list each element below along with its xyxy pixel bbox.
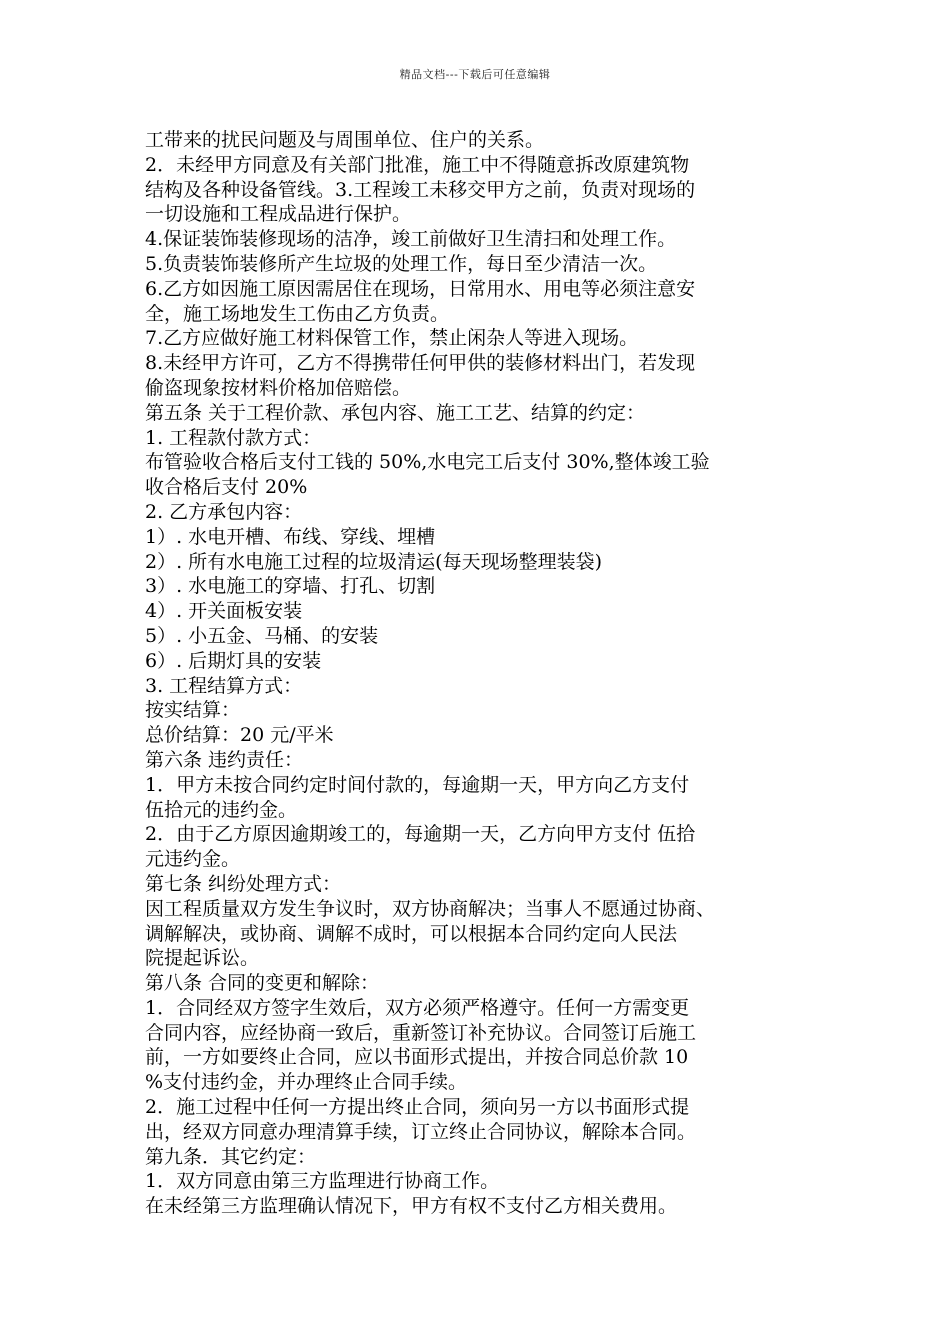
text-line: 出，经双方同意办理清算手续，订立终止合同协议，解除本合同。 xyxy=(145,1120,697,1143)
text-line: 收合格后支付 20% xyxy=(145,476,308,499)
text-line: 元违约金。 xyxy=(145,848,241,871)
text-line: 第九条．其它约定： xyxy=(145,1145,317,1168)
text-line: 6）. 后期灯具的安装 xyxy=(145,649,322,672)
text-line: 2）. 所有水电施工过程的垃圾清运(每天现场整理装袋) xyxy=(145,550,602,573)
text-line: 1）. 水电开槽、布线、穿线、埋槽 xyxy=(145,525,436,548)
text-line: 2．由于乙方原因逾期竣工的，每逾期一天，乙方向甲方支付 伍拾 xyxy=(145,823,696,846)
text-line: 1．合同经双方签字生效后，双方必须严格遵守。任何一方需变更 xyxy=(145,996,690,1019)
text-line: 在未经第三方监理确认情况下，甲方有权不支付乙方相关费用。 xyxy=(145,1195,678,1218)
text-line: 8.未经甲方许可，乙方不得携带任何甲供的装修材料出门，若发现 xyxy=(145,352,696,375)
text-line: 伍拾元的违约金。 xyxy=(145,798,298,821)
text-line: %支付违约金，并办理终止合同手续。 xyxy=(145,1071,468,1094)
text-line: 1. 工程款付款方式： xyxy=(145,426,322,449)
text-line: 结构及各种设备管线。3.工程竣工未移交甲方之前，负责对现场的 xyxy=(145,178,696,201)
text-line: 5）. 小五金、马桶、的安装 xyxy=(145,624,379,647)
text-line: 1．双方同意由第三方监理进行协商工作。 xyxy=(145,1170,500,1193)
text-line: 第六条 违约责任： xyxy=(145,748,304,771)
text-line: 总价结算：20 元/平米 xyxy=(145,724,334,747)
text-line: 因工程质量双方发生争议时，双方协商解决；当事人不愿通过协商、 xyxy=(145,897,716,920)
text-line: 7.乙方应做好施工材料保管工作，禁止闲杂人等进入现场。 xyxy=(145,327,639,350)
text-line: 按实结算： xyxy=(145,699,241,722)
text-line: 第七条 纠纷处理方式： xyxy=(145,872,342,895)
document-body xyxy=(145,128,815,1219)
text-line: 2．未经甲方同意及有关部门批准，施工中不得随意拆改原建筑物 xyxy=(145,153,690,176)
text-line: 5.负责装饰装修所产生垃圾的处理工作，每日至少清洁一次。 xyxy=(145,252,658,275)
text-line: 前，一方如要终止合同，应以书面形式提出，并按合同总价款 10 xyxy=(145,1046,689,1069)
text-line: 合同内容，应经协商一致后，重新签订补充协议。合同签订后施工 xyxy=(145,1021,697,1044)
text-line: 调解解决，或协商、调解不成时，可以根据本合同约定向人民法 xyxy=(145,922,678,945)
text-line: 院提起诉讼。 xyxy=(145,947,260,970)
page-header: 精品文档---下载后可任意编辑 xyxy=(399,68,551,81)
text-line: 1．甲方未按合同约定时间付款的，每逾期一天，甲方向乙方支付 xyxy=(145,773,690,796)
text-line: 3. 工程结算方式： xyxy=(145,674,303,697)
text-line: 偷盗现象按材料价格加倍赔偿。 xyxy=(145,376,412,399)
text-line: 3）. 水电施工的穿墙、打孔、切割 xyxy=(145,575,436,598)
text-line: 2. 乙方承包内容： xyxy=(145,500,303,523)
text-line: 一切设施和工程成品进行保护。 xyxy=(145,203,412,226)
text-line: 4）. 开关面板安装 xyxy=(145,600,303,623)
text-line: 2．施工过程中任何一方提出终止合同，须向另一方以书面形式提 xyxy=(145,1096,690,1119)
text-line: 全，施工场地发生工伤由乙方负责。 xyxy=(145,302,450,325)
text-line: 工带来的扰民问题及与周围单位、住户的关系。 xyxy=(145,129,545,151)
text-line: 布管验收合格后支付工钱的 50%,水电完工后支付 30%,整体竣工验 xyxy=(145,451,710,474)
text-line: 6.乙方如因施工原因需居住在现场，日常用水、用电等必须注意安 xyxy=(145,277,696,300)
text-line: 第五条 关于工程价款、承包内容、施工工艺、结算的约定： xyxy=(145,401,646,424)
text-line: 4.保证装饰装修现场的洁净，竣工前做好卫生清扫和处理工作。 xyxy=(145,228,677,251)
text-line: 第八条 合同的变更和解除： xyxy=(145,972,380,995)
